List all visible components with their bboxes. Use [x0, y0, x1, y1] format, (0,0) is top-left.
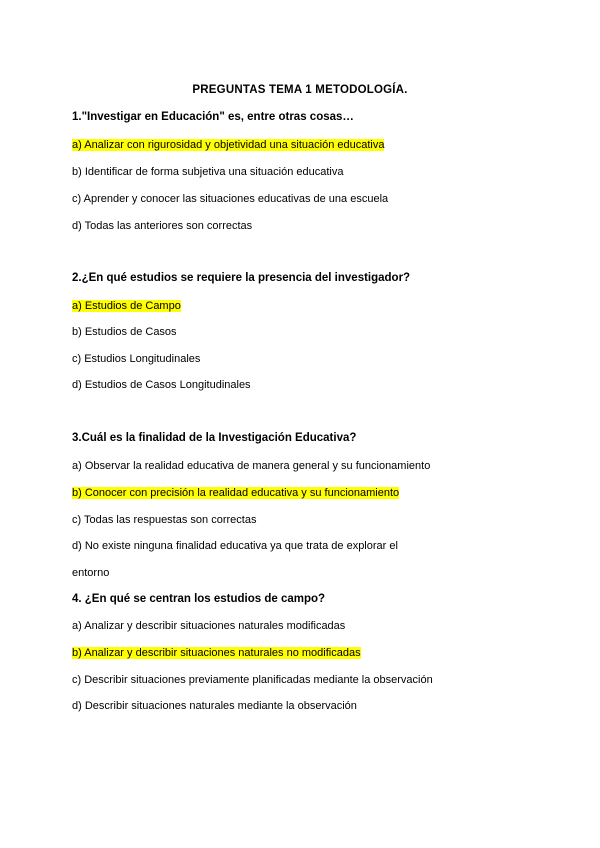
option-1a-highlighted: a) Analizar con rigurosidad y objetividad una situación educativa — [72, 139, 385, 151]
question-3: 3.Cuál es la finalidad de la Investigación Educativa? — [72, 432, 357, 444]
option-3a: a) Observar la realidad educativa de manera general y su funcionamiento — [72, 460, 431, 472]
option-1b: b) Identificar de forma subjetiva una situación educativa — [72, 166, 344, 178]
option-3d-continuation: entorno — [72, 567, 110, 579]
option-4c: c) Describir situaciones previamente planificadas mediante la observación — [72, 674, 433, 686]
option-1d: d) Todas las anteriores son correctas — [72, 220, 253, 232]
option-2b: b) Estudios de Casos — [72, 326, 177, 338]
option-3c: c) Todas las respuestas son correctas — [72, 514, 257, 526]
option-1c: c) Aprender y conocer las situaciones educativas de una escuela — [72, 193, 389, 205]
option-4b-highlighted: b) Analizar y describir situaciones naturales no modificadas — [72, 647, 361, 659]
option-3d: d) No existe ninguna finalidad educativa ya que trata de explorar el — [72, 540, 398, 552]
question-2: 2.¿En qué estudios se requiere la presencia del investigador? — [72, 272, 411, 284]
option-2c: c) Estudios Longitudinales — [72, 353, 201, 365]
option-2d: d) Estudios de Casos Longitudinales — [72, 379, 251, 391]
option-2a-highlighted: a) Estudios de Campo — [72, 300, 181, 312]
option-4a: a) Analizar y describir situaciones naturales modificadas — [72, 620, 346, 632]
option-3b-highlighted: b) Conocer con precisión la realidad educativa y su funcionamiento — [72, 487, 400, 499]
option-4d: d) Describir situaciones naturales mediante la observación — [72, 700, 357, 712]
question-1: 1."Investigar en Educación" es, entre otras cosas… — [72, 111, 354, 123]
page-title: PREGUNTAS TEMA 1 METODOLOGÍA. — [192, 84, 408, 96]
question-4: 4. ¿En qué se centran los estudios de campo? — [72, 593, 326, 605]
